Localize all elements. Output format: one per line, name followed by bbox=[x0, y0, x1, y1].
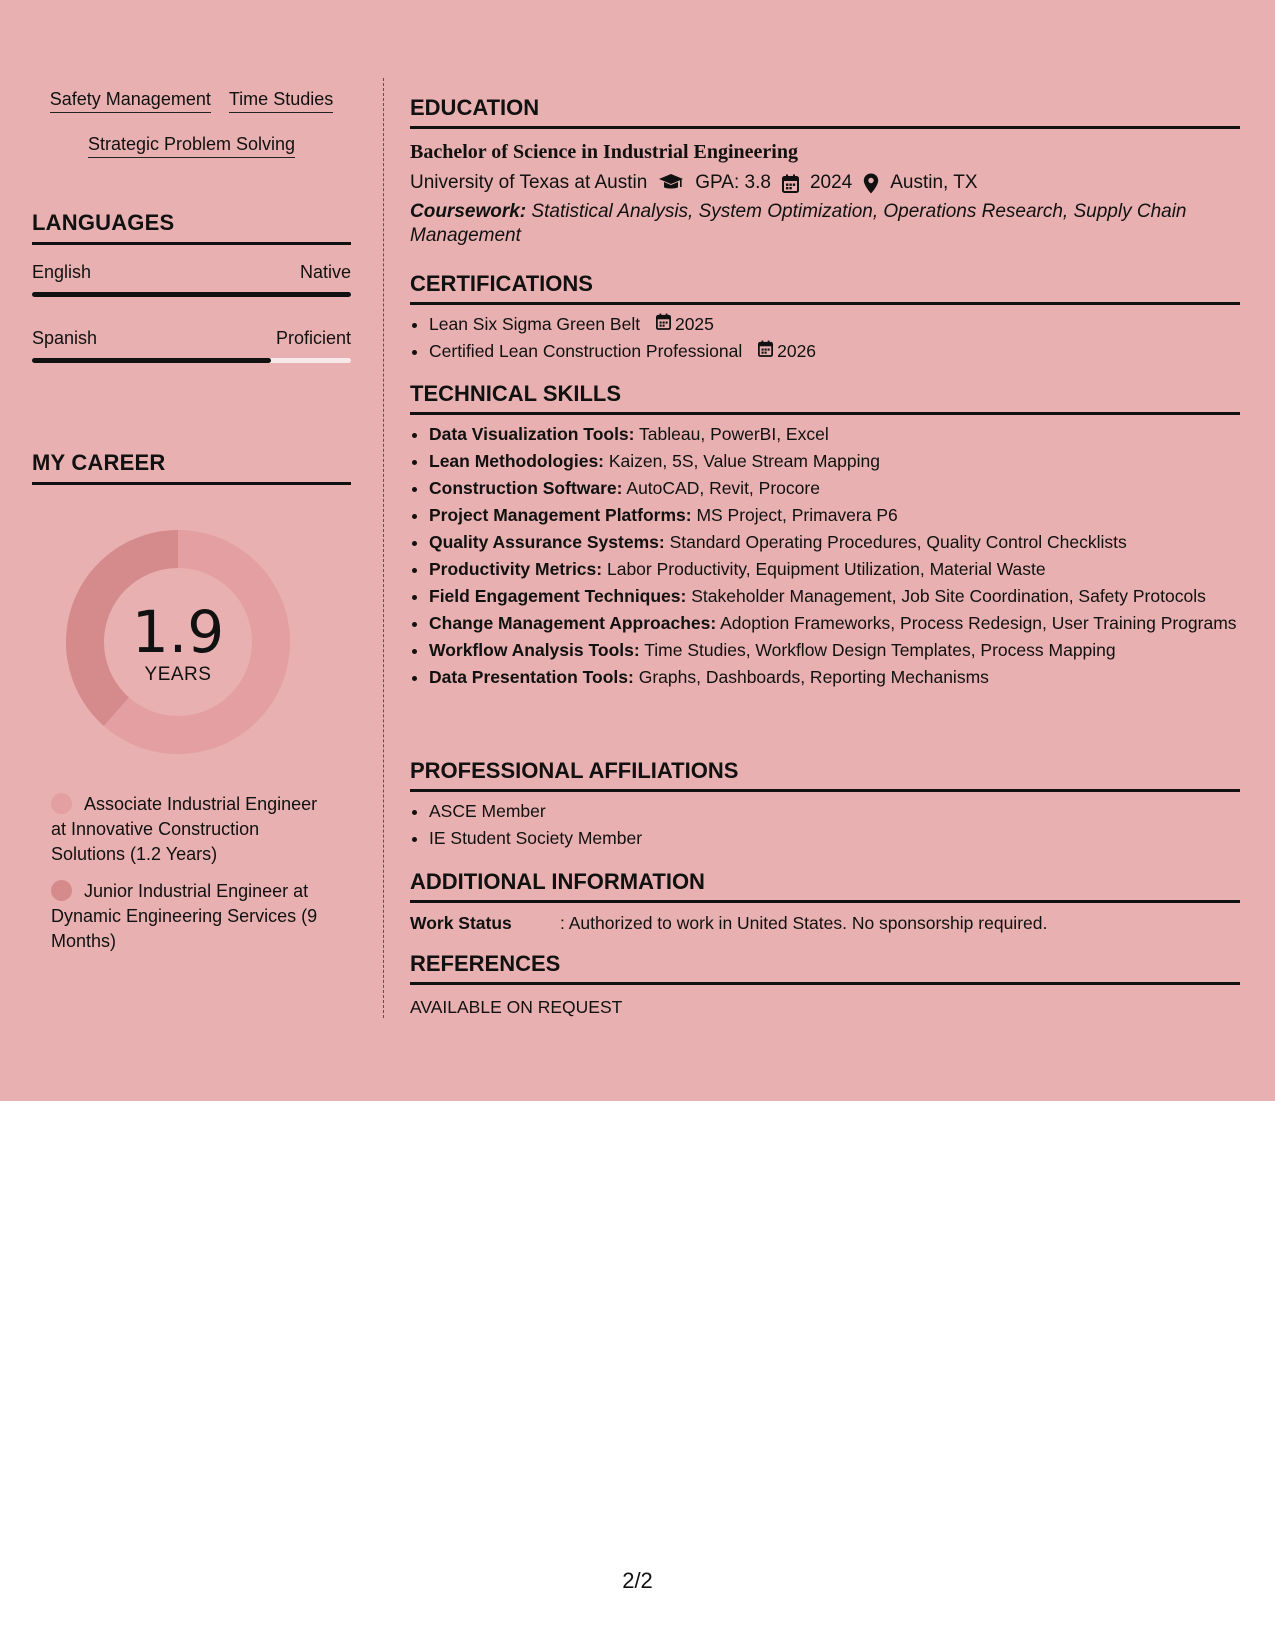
languages-section bbox=[32, 210, 351, 363]
education-section bbox=[410, 95, 1240, 248]
degree-title: Bachelor of Science in Industrial Engineering bbox=[410, 141, 798, 163]
career-total-unit: YEARS bbox=[144, 664, 212, 685]
skill-label: Data Visualization Tools: bbox=[429, 424, 635, 444]
skill-label: Change Management Approaches: bbox=[429, 613, 717, 633]
certifications-list bbox=[410, 313, 1240, 363]
language-item bbox=[32, 327, 351, 363]
affiliations-section bbox=[410, 758, 1240, 854]
skill-value: Adoption Frameworks, Process Redesign, User Training Programs bbox=[720, 613, 1237, 633]
technical-skill-item bbox=[429, 666, 1240, 689]
calendar-icon bbox=[656, 313, 671, 336]
career-heading: MY CAREER bbox=[32, 450, 351, 485]
technical-skill-item bbox=[429, 477, 1240, 500]
coursework bbox=[410, 200, 1240, 248]
languages-heading: LANGUAGES bbox=[32, 210, 351, 245]
technical-skill-item bbox=[429, 639, 1240, 662]
skill-value: Kaizen, 5S, Value Stream Mapping bbox=[608, 451, 880, 471]
university-name: University of Texas at Austin bbox=[410, 172, 648, 193]
skill-label: Workflow Analysis Tools: bbox=[429, 640, 640, 660]
career-legend-dot bbox=[51, 880, 72, 901]
technical-skill-item bbox=[429, 612, 1240, 635]
certification-name: Lean Six Sigma Green Belt bbox=[429, 314, 641, 334]
skill-value: Tableau, PowerBI, Excel bbox=[639, 424, 829, 444]
skill-value: Standard Operating Procedures, Quality Control Checklists bbox=[669, 532, 1127, 552]
skill-tag: Safety Management bbox=[50, 88, 211, 113]
affiliations-list bbox=[410, 800, 1240, 850]
additional-info-heading: ADDITIONAL INFORMATION bbox=[410, 869, 1240, 903]
language-item bbox=[32, 261, 351, 297]
technical-skill-item bbox=[429, 531, 1240, 554]
work-status-label: Work Status bbox=[410, 913, 512, 933]
certification-item bbox=[429, 313, 1240, 336]
certifications-section bbox=[410, 271, 1240, 367]
skill-label: Project Management Platforms: bbox=[429, 505, 692, 525]
technical-skills-list bbox=[410, 423, 1240, 689]
education-meta bbox=[410, 170, 1240, 196]
language-name: English bbox=[32, 262, 92, 282]
certification-item bbox=[429, 340, 1240, 363]
certification-year: 2025 bbox=[674, 314, 714, 334]
graduation-year: 2024 bbox=[809, 172, 853, 193]
work-status-value: : Authorized to work in United States. No sponsorship required. bbox=[560, 913, 1048, 933]
work-status-row bbox=[410, 912, 1240, 934]
skill-value: Stakeholder Management, Job Site Coordination, Safety Protocols bbox=[691, 586, 1206, 606]
skill-value: AutoCAD, Revit, Procore bbox=[626, 478, 820, 498]
additional-info-section bbox=[410, 869, 1240, 934]
calendar-icon bbox=[782, 174, 799, 193]
skill-label: Lean Methodologies: bbox=[429, 451, 604, 471]
education-heading: EDUCATION bbox=[410, 95, 1240, 129]
coursework-list: Statistical Analysis, System Optimization, Operations Research, Supply Chain Management bbox=[410, 201, 1187, 246]
skill-value: Labor Productivity, Equipment Utilization, Material Waste bbox=[606, 559, 1046, 579]
career-list bbox=[51, 792, 336, 966]
career-item bbox=[51, 879, 336, 954]
affiliation-item: • ASCE Member bbox=[429, 800, 1240, 823]
technical-skill-item bbox=[429, 450, 1240, 473]
affiliations-heading: PROFESSIONAL AFFILIATIONS bbox=[410, 758, 1240, 792]
certifications-heading: CERTIFICATIONS bbox=[410, 271, 1240, 305]
coursework-label: Coursework: bbox=[410, 201, 527, 222]
language-name: Spanish bbox=[32, 328, 98, 348]
skill-tag: Strategic Problem Solving bbox=[88, 133, 295, 158]
skill-label: Data Presentation Tools: bbox=[429, 667, 634, 687]
career-legend-dot bbox=[51, 793, 72, 814]
technical-skills-heading: TECHNICAL SKILLS bbox=[410, 381, 1240, 415]
certification-year: 2026 bbox=[777, 341, 817, 361]
page-number: 2/2 bbox=[622, 1568, 653, 1593]
calendar-icon bbox=[758, 340, 773, 363]
skill-value: Graphs, Dashboards, Reporting Mechanisms bbox=[638, 667, 989, 687]
skills-tags bbox=[32, 88, 351, 178]
skill-value: MS Project, Primavera P6 bbox=[696, 505, 898, 525]
language-bar bbox=[32, 358, 351, 363]
technical-skills-section bbox=[410, 381, 1240, 693]
language-bar bbox=[32, 292, 351, 297]
career-item-text: Associate Industrial Engineer at Innovative Construction Solutions (1.2 Years) bbox=[51, 794, 318, 864]
skill-row bbox=[32, 88, 351, 113]
technical-skill-item bbox=[429, 558, 1240, 581]
affiliation-item: • IE Student Society Member bbox=[429, 827, 1240, 850]
technical-skill-item bbox=[429, 585, 1240, 608]
technical-skill-item bbox=[429, 504, 1240, 527]
technical-skill-item bbox=[429, 423, 1240, 446]
skill-value: Time Studies, Workflow Design Templates, Process Mapping bbox=[644, 640, 1116, 660]
language-level: Proficient bbox=[275, 328, 351, 348]
skill-row bbox=[32, 133, 351, 158]
references-section bbox=[410, 951, 1240, 1018]
column-divider bbox=[383, 78, 384, 1018]
location-pin-icon bbox=[863, 173, 879, 194]
skill-label: Construction Software: bbox=[429, 478, 623, 498]
career-total-value: 1.9 bbox=[131, 598, 225, 666]
gpa: GPA: 3.8 bbox=[695, 172, 771, 193]
skill-tag: Time Studies bbox=[229, 88, 333, 113]
career-donut bbox=[66, 530, 290, 754]
skill-label: Field Engagement Techniques: bbox=[429, 586, 687, 606]
certification-name: Certified Lean Construction Professional bbox=[429, 341, 743, 361]
references-heading: REFERENCES bbox=[410, 951, 1240, 985]
language-bar-fill bbox=[32, 292, 351, 297]
career-item-text: Junior Industrial Engineer at Dynamic Engineering Services (9 Months) bbox=[51, 881, 318, 951]
language-level: Native bbox=[299, 262, 351, 282]
skill-label: Productivity Metrics: bbox=[429, 559, 603, 579]
language-bar-fill bbox=[32, 358, 271, 363]
graduation-cap-icon bbox=[658, 173, 684, 193]
education-location: Austin, TX bbox=[890, 172, 978, 193]
career-section bbox=[32, 450, 351, 951]
references-text: AVAILABLE ON REQUEST bbox=[410, 997, 623, 1017]
skill-label: Quality Assurance Systems: bbox=[429, 532, 665, 552]
career-item bbox=[51, 792, 336, 867]
